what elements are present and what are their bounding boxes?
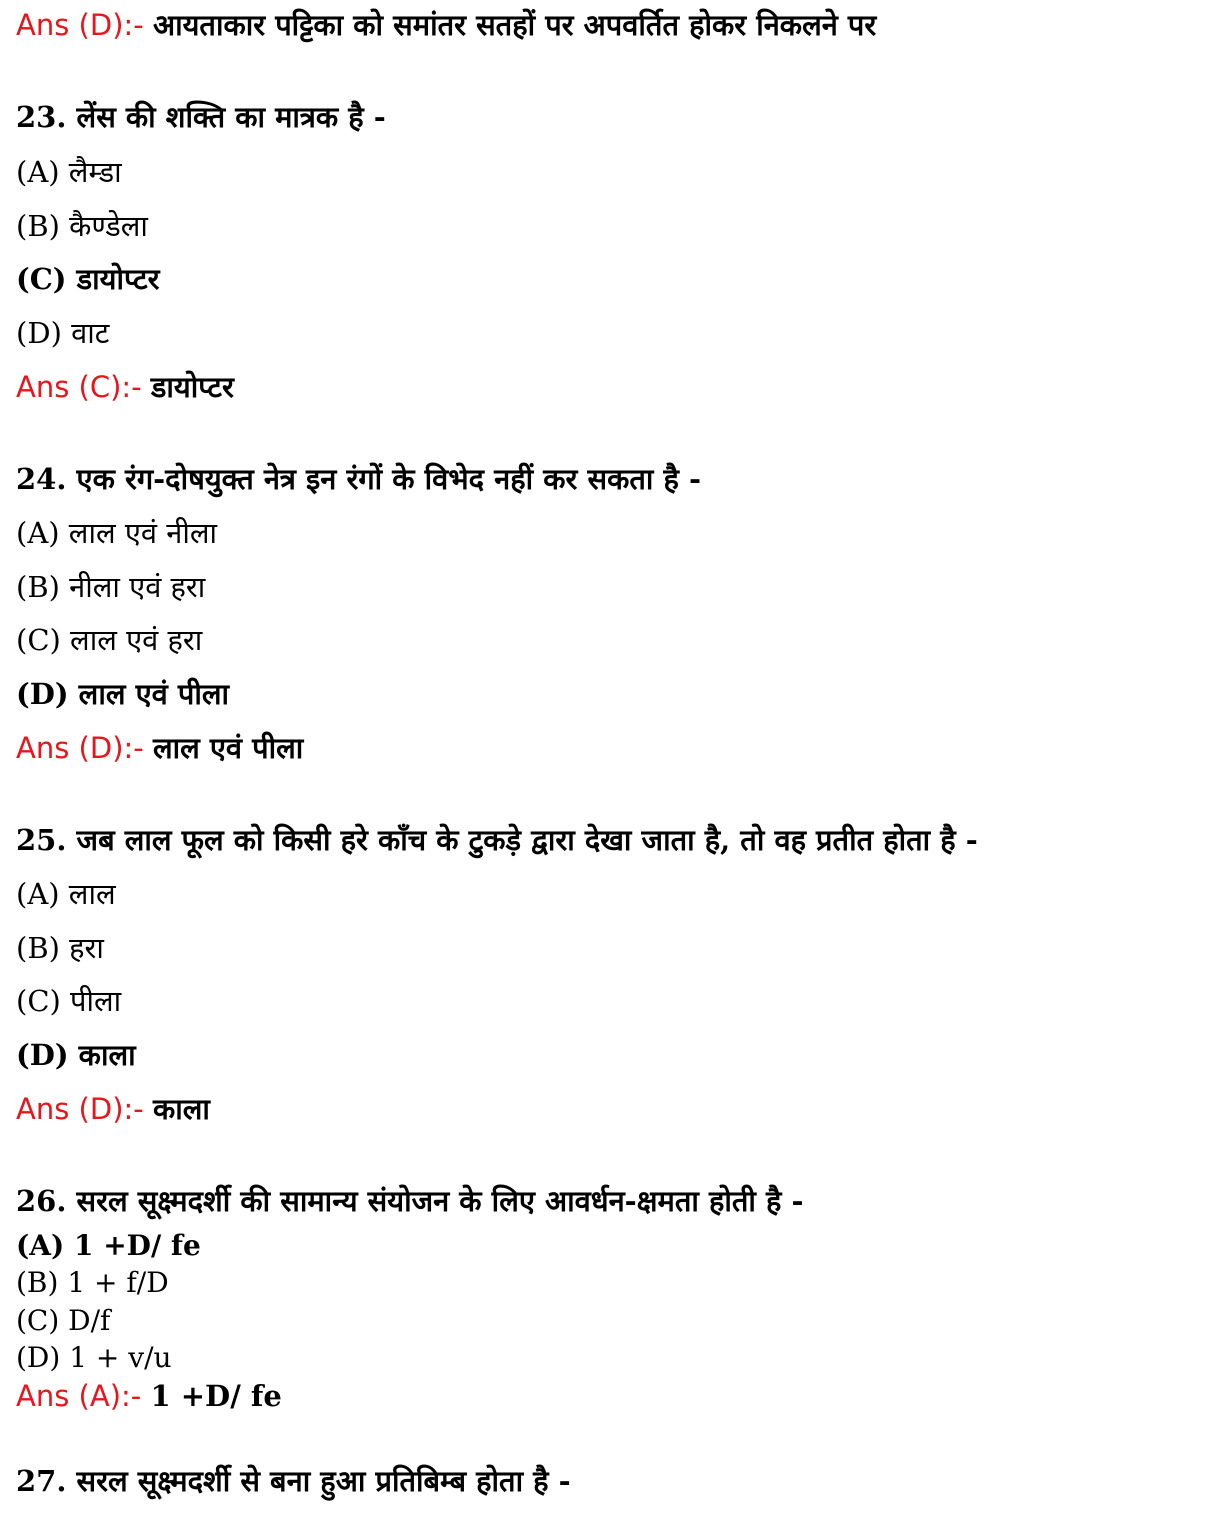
q23-option-a: (A) लैम्डा — [16, 155, 122, 189]
q25-option-c: (C) पीला — [16, 984, 122, 1018]
answer-text: काला — [152, 1092, 210, 1126]
answer-line-22 — [16, 5, 876, 45]
q23-option-c: (C) डायोप्टर — [16, 262, 160, 296]
answer-line-23 — [16, 367, 234, 407]
answer-label: Ans (D):- — [16, 1092, 144, 1126]
q23-option-d: (D) वाट — [16, 316, 110, 350]
question-25: 25. जब लाल फूल को किसी हरे काँच के टुकड़े द्वारा देखा जाता है, तो वह प्रतीत होता है - — [16, 823, 978, 857]
answer-label: Ans (C):- — [16, 370, 142, 404]
q23-option-b: (B) कैण्डेला — [16, 209, 148, 243]
question-26: 26. सरल सूक्ष्मदर्शी की सामान्य संयोजन के लिए आवर्धन-क्षमता होती है - — [16, 1184, 804, 1218]
answer-text: आयताकार पट्टिका को समांतर सतहों पर अपवर्तित होकर निकलने पर — [152, 8, 877, 42]
answer-line-24 — [16, 728, 303, 768]
q24-option-c: (C) लाल एवं हरा — [16, 623, 203, 657]
question-27: 27. सरल सूक्ष्मदर्शी से बना हुआ प्रतिबिम्ब होता है - — [16, 1464, 571, 1498]
q24-option-d: (D) लाल एवं पीला — [16, 677, 230, 711]
question-23: 23. लेंस की शक्ति का मात्रक है - — [16, 100, 386, 134]
answer-label: Ans (A):- — [16, 1379, 142, 1413]
q26-option-b: (B) 1 + f/D — [16, 1266, 169, 1299]
answer-text: लाल एवं पीला — [152, 731, 304, 765]
answer-label: Ans (D):- — [16, 8, 144, 42]
q26-option-c: (C) D/f — [16, 1304, 111, 1337]
answer-line-25 — [16, 1089, 210, 1129]
q24-option-a: (A) लाल एवं नीला — [16, 516, 218, 550]
answer-text: 1 +D/ fe — [150, 1379, 282, 1413]
question-24: 24. एक रंग-दोषयुक्त नेत्र इन रंगों के विभेद नहीं कर सकता है - — [16, 462, 702, 496]
q26-option-d: (D) 1 + v/u — [16, 1341, 172, 1374]
answer-label: Ans (D):- — [16, 731, 144, 765]
q26-option-a: (A) 1 +D/ fe — [16, 1229, 201, 1262]
answer-line-26 — [16, 1376, 282, 1416]
q25-option-b: (B) हरा — [16, 931, 104, 965]
q24-option-b: (B) नीला एवं हरा — [16, 570, 206, 604]
answer-text: डायोप्टर — [150, 370, 234, 404]
q25-option-a: (A) लाल — [16, 877, 116, 911]
q25-option-d: (D) काला — [16, 1038, 136, 1072]
